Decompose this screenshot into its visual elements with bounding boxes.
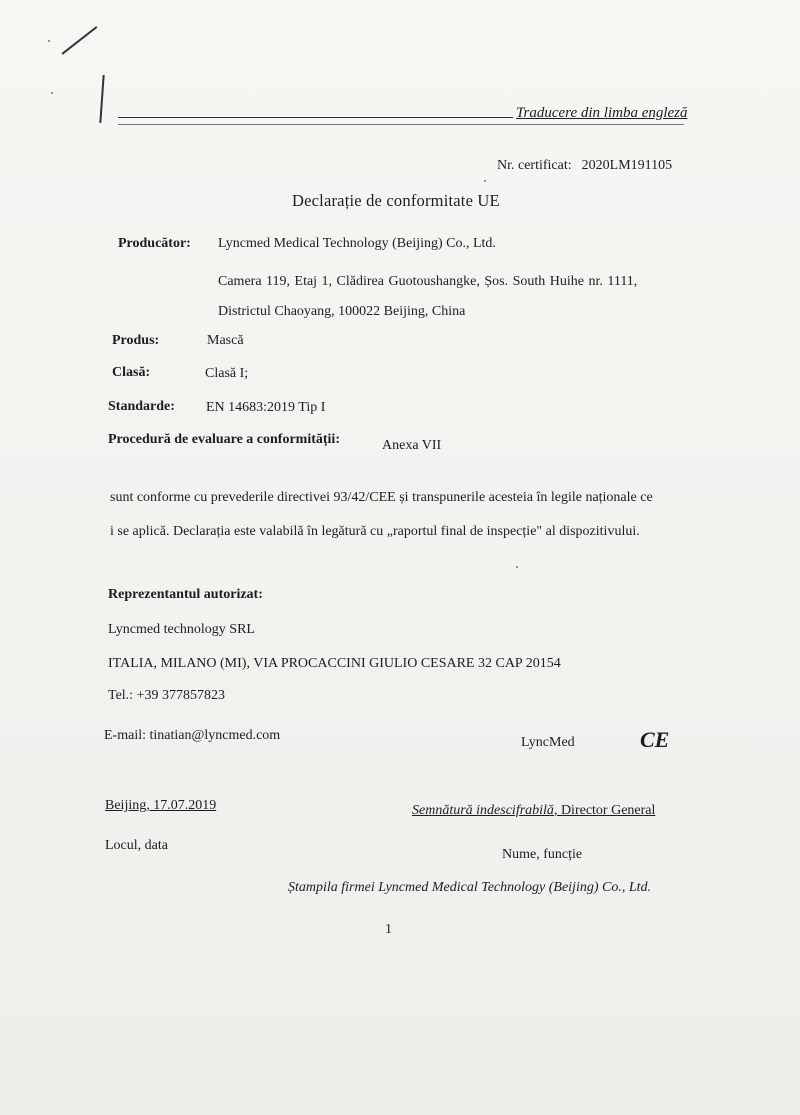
- place-date: Beijing, 17.07.2019: [105, 798, 217, 813]
- product-label: Produs:: [112, 333, 160, 348]
- signer-role: , Director General: [553, 803, 656, 818]
- certificate-label: Nr. certificat:: [497, 158, 572, 173]
- representative-address: ITALIA, MILANO (MI), VIA PROCACCINI GIULIO CESARE 32 CAP 20154: [108, 656, 561, 671]
- scan-dot: [516, 566, 518, 568]
- name-function-label: Nume, funcție: [502, 847, 583, 862]
- signer-prefix: Semnătură indescifrabilă: [412, 803, 554, 818]
- scan-dot: [48, 40, 50, 42]
- procedure-value: Anexa VII: [382, 438, 442, 453]
- scan-dot: [484, 180, 486, 182]
- producer-name: Lyncmed Medical Technology (Beijing) Co., Ltd.: [218, 236, 496, 251]
- place-date-label: Locul, data: [105, 838, 168, 853]
- scan-mark-vertical: [99, 75, 104, 123]
- representative-email: E-mail: tinatian@lyncmed.com: [104, 728, 281, 743]
- class-label: Clasă:: [112, 365, 151, 380]
- brand-name: LyncMed: [521, 735, 575, 750]
- producer-address-line-1: Camera 119, Etaj 1, Clădirea Guotoushangke, Șos. South Huihe nr. 1111,: [218, 274, 638, 289]
- standards-label: Standarde:: [108, 399, 175, 414]
- header-rule: [118, 117, 513, 118]
- header-rule-underline: [118, 124, 684, 125]
- translation-note: Traducere din limba engleză: [516, 105, 688, 121]
- scan-mark-slash: [62, 26, 98, 54]
- standards-value: EN 14683:2019 Tip I: [206, 400, 326, 415]
- scan-dot: [51, 92, 53, 94]
- ce-mark: CE: [640, 727, 670, 752]
- body-line-1: sunt conforme cu prevederile directivei 93/42/CEE și transpunerile acesteia în legile naționale ce: [110, 490, 653, 505]
- procedure-label: Procedură de evaluare a conformității:: [108, 432, 340, 447]
- page-number: 1: [385, 922, 392, 937]
- product-value: Mască: [207, 333, 244, 348]
- document-title: Declarație de conformitate UE: [292, 191, 500, 210]
- body-line-2: i se aplică. Declarația este valabilă în legătură cu „raportul final de inspecție" al dispozitivului.: [110, 524, 640, 539]
- certificate-line: [497, 158, 672, 174]
- representative-phone: Tel.: +39 377857823: [108, 688, 225, 703]
- representative-company: Lyncmed technology SRL: [108, 622, 255, 637]
- producer-address-line-2: Districtul Chaoyang, 100022 Beijing, China: [218, 304, 466, 319]
- stamp-note: Ștampila firmei Lyncmed Medical Technology (Beijing) Co., Ltd.: [288, 880, 652, 895]
- signer-line: [412, 803, 655, 819]
- class-value: Clasă I;: [205, 366, 249, 381]
- certificate-number: 2020LM191105: [581, 158, 673, 173]
- producer-label: Producător:: [118, 236, 191, 251]
- representative-heading: Reprezentantul autorizat:: [108, 587, 263, 602]
